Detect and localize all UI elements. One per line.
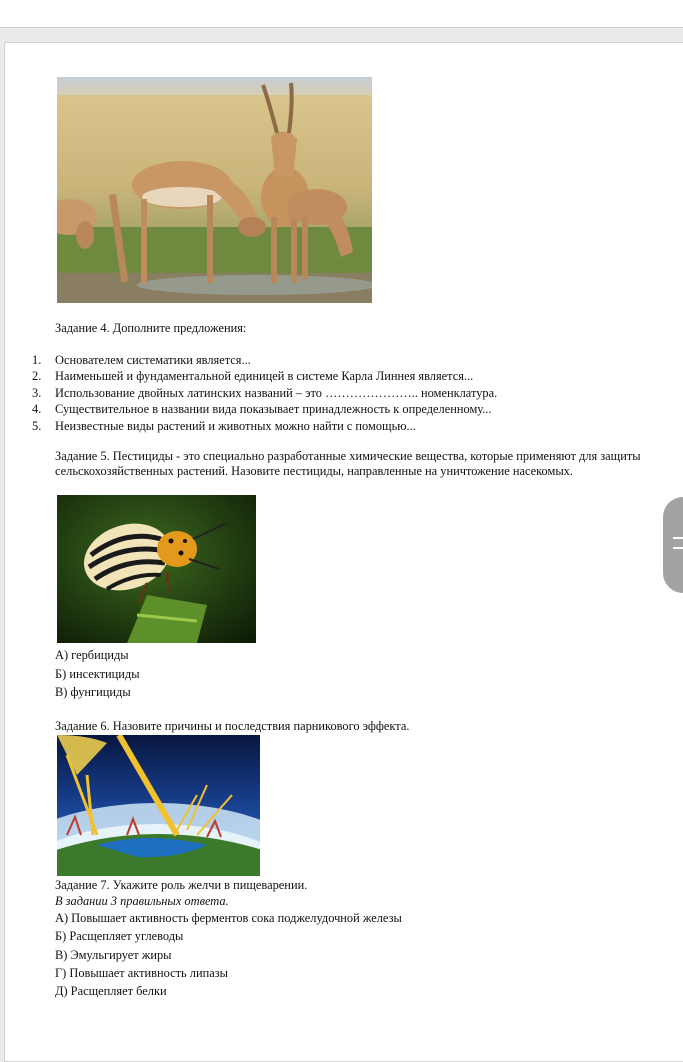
option-b: Б) инсектициды — [55, 666, 140, 681]
option-e: Д) Расщепляет белки — [55, 984, 167, 999]
greenhouse-photo — [57, 735, 260, 876]
option-c: В) фунгициды — [55, 685, 131, 699]
option-d: Г) Повышает активность липазы — [55, 965, 228, 980]
list-text: Использование двойных латинских названий – это ………………….. номенклатура. — [55, 385, 498, 400]
saiga-photo — [57, 77, 372, 303]
list-item — [32, 385, 497, 401]
option-a: А) Повышает активность ферментов сока поджелудочной железы — [55, 911, 402, 925]
list-number: 3. — [32, 385, 42, 400]
task7-options — [55, 909, 402, 1000]
saiga-illustration — [57, 77, 372, 303]
task7-title: Задание 7. Укажите роль желчи в пищеварении. — [55, 878, 308, 892]
side-panel-toggle[interactable] — [663, 497, 683, 593]
option-b: Б) Расщепляет углеводы — [55, 929, 184, 944]
menu-icon-bar — [673, 547, 683, 549]
list-text: Основателем систематики является... — [55, 353, 251, 367]
list-number: 2. — [32, 369, 42, 384]
previous-page — [0, 0, 683, 28]
list-number: 1. — [32, 353, 42, 367]
menu-icon — [673, 537, 683, 539]
option-c: В) Эмульгирует жиры — [55, 947, 172, 962]
beetle-illustration — [57, 495, 256, 643]
list-item — [32, 401, 497, 417]
task6-title: Задание 6. Назовите причины и последствия парникового эффекта. — [55, 719, 410, 733]
list-text: Наименьшей и фундаментальной единицей в системе Карла Линнея является... — [55, 369, 474, 384]
task4-title: Задание 4. Дополните предложения: — [55, 321, 247, 335]
beetle-photo — [57, 495, 256, 643]
list-text: Существительное в названии вида показывает принадлежность к определенному... — [55, 402, 492, 417]
list-number: 4. — [32, 402, 42, 417]
list-item — [32, 352, 497, 368]
list-text: Неизвестные виды растений и животных можно найти с помощью... — [55, 418, 416, 433]
task5-text: Задание 5. Пестициды - это специально разработанные химические вещества, которые применяют для защиты сельскохозяйственных растений. Назовите пестициды, направленные на уничтожение насекомых. — [55, 449, 641, 478]
task7-note: В задании 3 правильных ответа. — [55, 894, 229, 908]
list-item — [32, 368, 497, 384]
task4-list — [32, 352, 497, 434]
list-item — [32, 418, 497, 434]
greenhouse-illustration — [57, 735, 260, 876]
option-a: А) гербициды — [55, 648, 129, 662]
task5-options — [55, 646, 140, 702]
list-number: 5. — [32, 418, 42, 433]
